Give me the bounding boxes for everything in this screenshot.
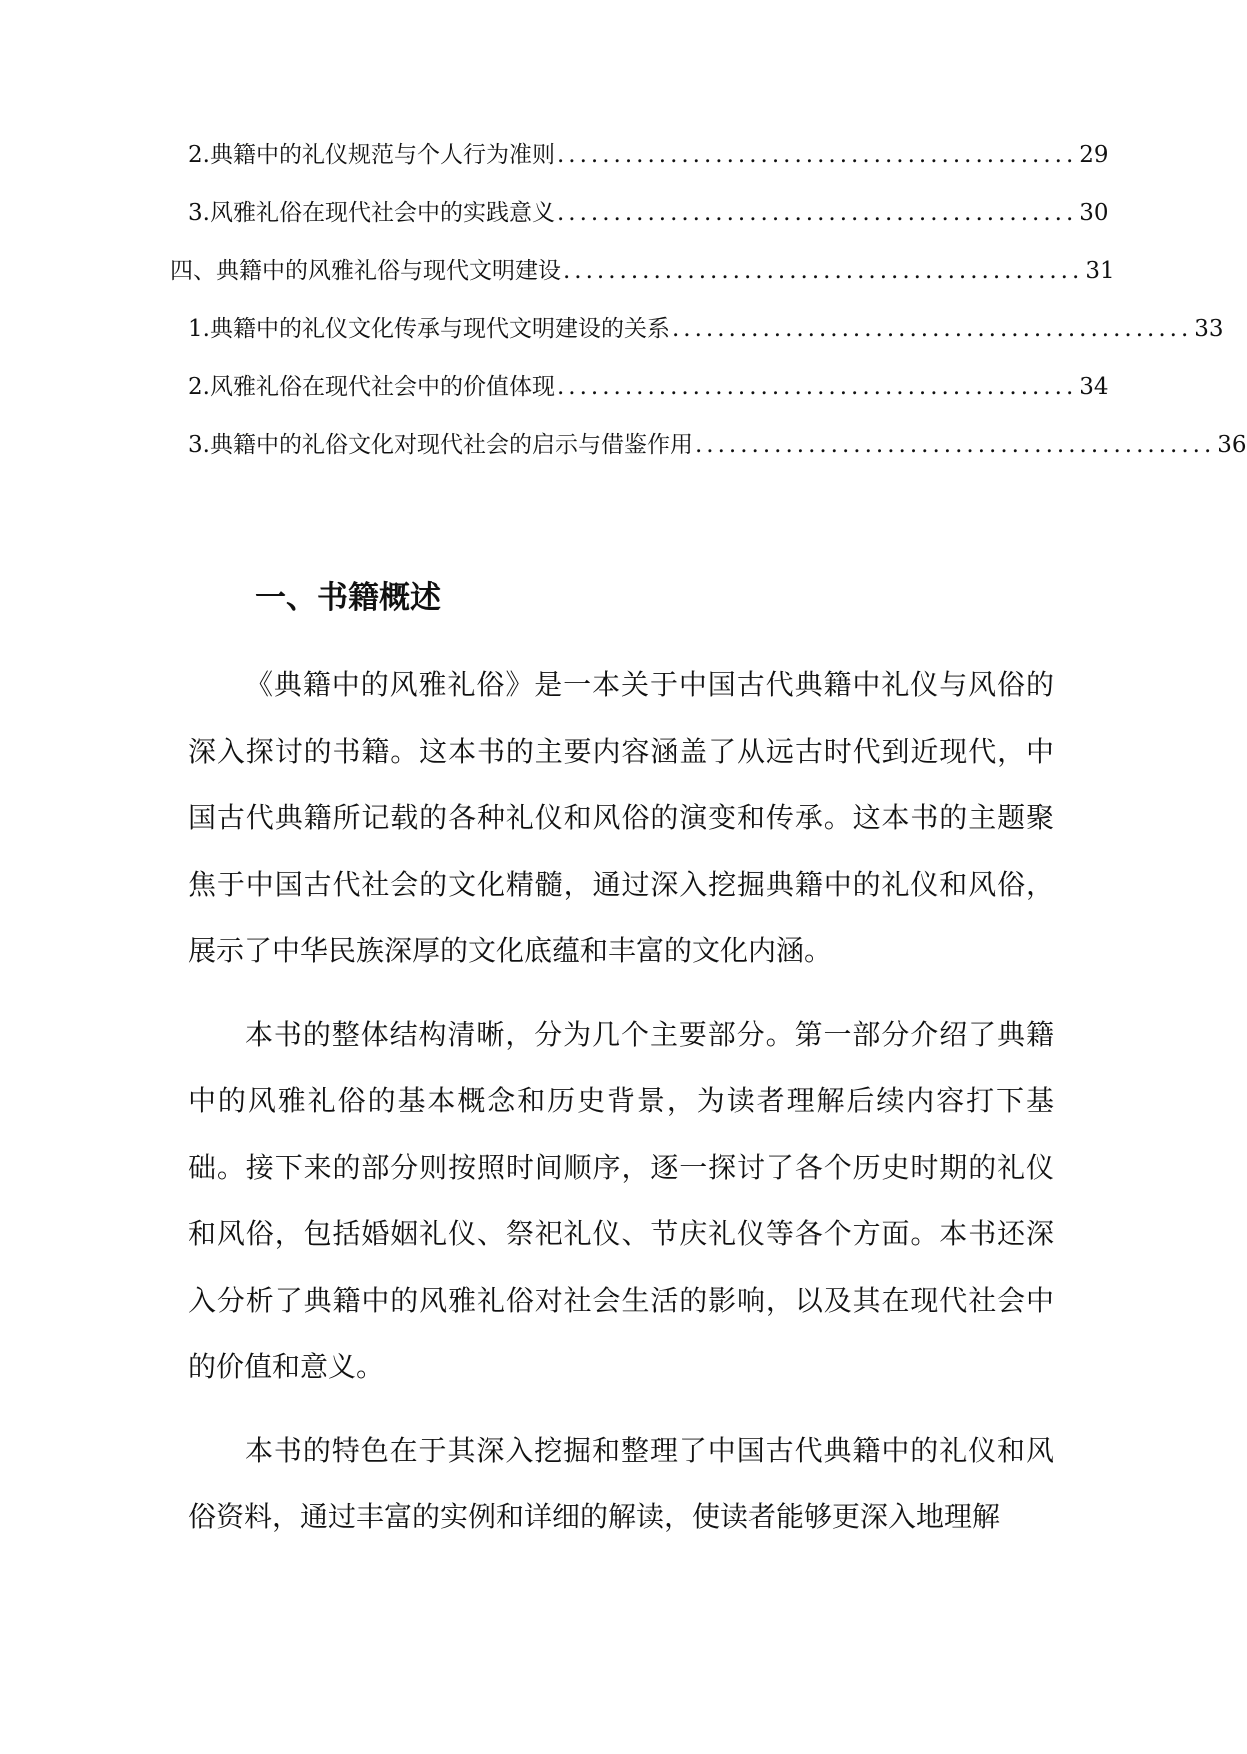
toc-entry-title: 风雅礼俗在现代社会中的实践意义: [209, 200, 555, 226]
toc-entry-page: 33: [1194, 316, 1224, 342]
toc-entry[interactable]: [188, 368, 1109, 402]
toc-leader-dots: ..............................................: [671, 316, 1193, 342]
toc-entry-title: 风雅礼俗在现代社会中的价值体现: [209, 374, 555, 400]
toc-leader-dots: ..............................................: [556, 200, 1078, 226]
toc-entry-page: 30: [1079, 200, 1109, 226]
toc-leader-dots: ..............................................: [556, 374, 1078, 400]
toc-entry-page: 34: [1079, 374, 1109, 400]
toc-entry-page: 36: [1217, 432, 1247, 458]
toc-leader-dots: ..............................................: [556, 142, 1078, 168]
toc-entry-number: 3.: [188, 432, 210, 458]
toc-entry-title: 典籍中的礼俗文化对现代社会的启示与借鉴作用: [209, 432, 693, 458]
toc-entry-page: 31: [1085, 258, 1115, 284]
toc-leader-dots: ..............................................: [563, 258, 1084, 284]
toc-entry[interactable]: [170, 252, 1115, 286]
toc-entry[interactable]: [188, 426, 1247, 460]
toc-entry[interactable]: [188, 310, 1224, 344]
toc-entry-number: 3.: [188, 200, 210, 226]
toc-entry[interactable]: [188, 194, 1109, 228]
toc-entry-number: 1.: [188, 316, 210, 342]
toc-entry-number: 2.: [188, 374, 210, 400]
toc-entry-title: 典籍中的礼仪文化传承与现代文明建设的关系: [209, 316, 670, 342]
paragraph: 本书的整体结构清晰，分为几个主要部分。第一部分介绍了典籍中的风雅礼俗的基本概念和历史背景，为读者理解后续内容打下基础。接下来的部分则按照时间顺序，逐一探讨了各个历史时期的礼仪和风俗，包括婚姻礼仪、祭祀礼仪、节庆礼仪等各个方面。本书还深入分析了典籍中的风雅礼俗对社会生活的影响，以及其在现代社会中的价值和意义。: [188, 1017, 1054, 1383]
paragraph: 本书的特色在于其深入挖掘和整理了中国古代典籍中的礼仪和风俗资料，通过丰富的实例和详细的解读，使读者能够更深入地理解: [188, 1433, 1054, 1533]
toc-entry-number: 2.: [188, 142, 210, 168]
paragraph: 《典籍中的风雅礼俗》是一本关于中国古代典籍中礼仪与风俗的深入探讨的书籍。这本书的主要内容涵盖了从远古时代到近现代，中国古代典籍所记载的各种礼仪和风俗的演变和传承。这本书的主题聚焦于中国古代社会的文化精髓，通过深入挖掘典籍中的礼仪和风俗，展示了中华民族深厚的文化底蕴和丰富的文化内涵。: [188, 668, 1054, 967]
section-heading: 一、书籍概述: [255, 580, 441, 616]
toc-leader-dots: ..............................................: [694, 432, 1216, 458]
toc-entry-title: 四、典籍中的风雅礼俗与现代文明建设: [170, 258, 561, 284]
toc-entry-title: 典籍中的礼仪规范与个人行为准则: [209, 142, 555, 168]
toc-entry[interactable]: [188, 136, 1109, 170]
toc-entry-page: 29: [1079, 142, 1109, 168]
body-text: [188, 652, 1054, 1551]
